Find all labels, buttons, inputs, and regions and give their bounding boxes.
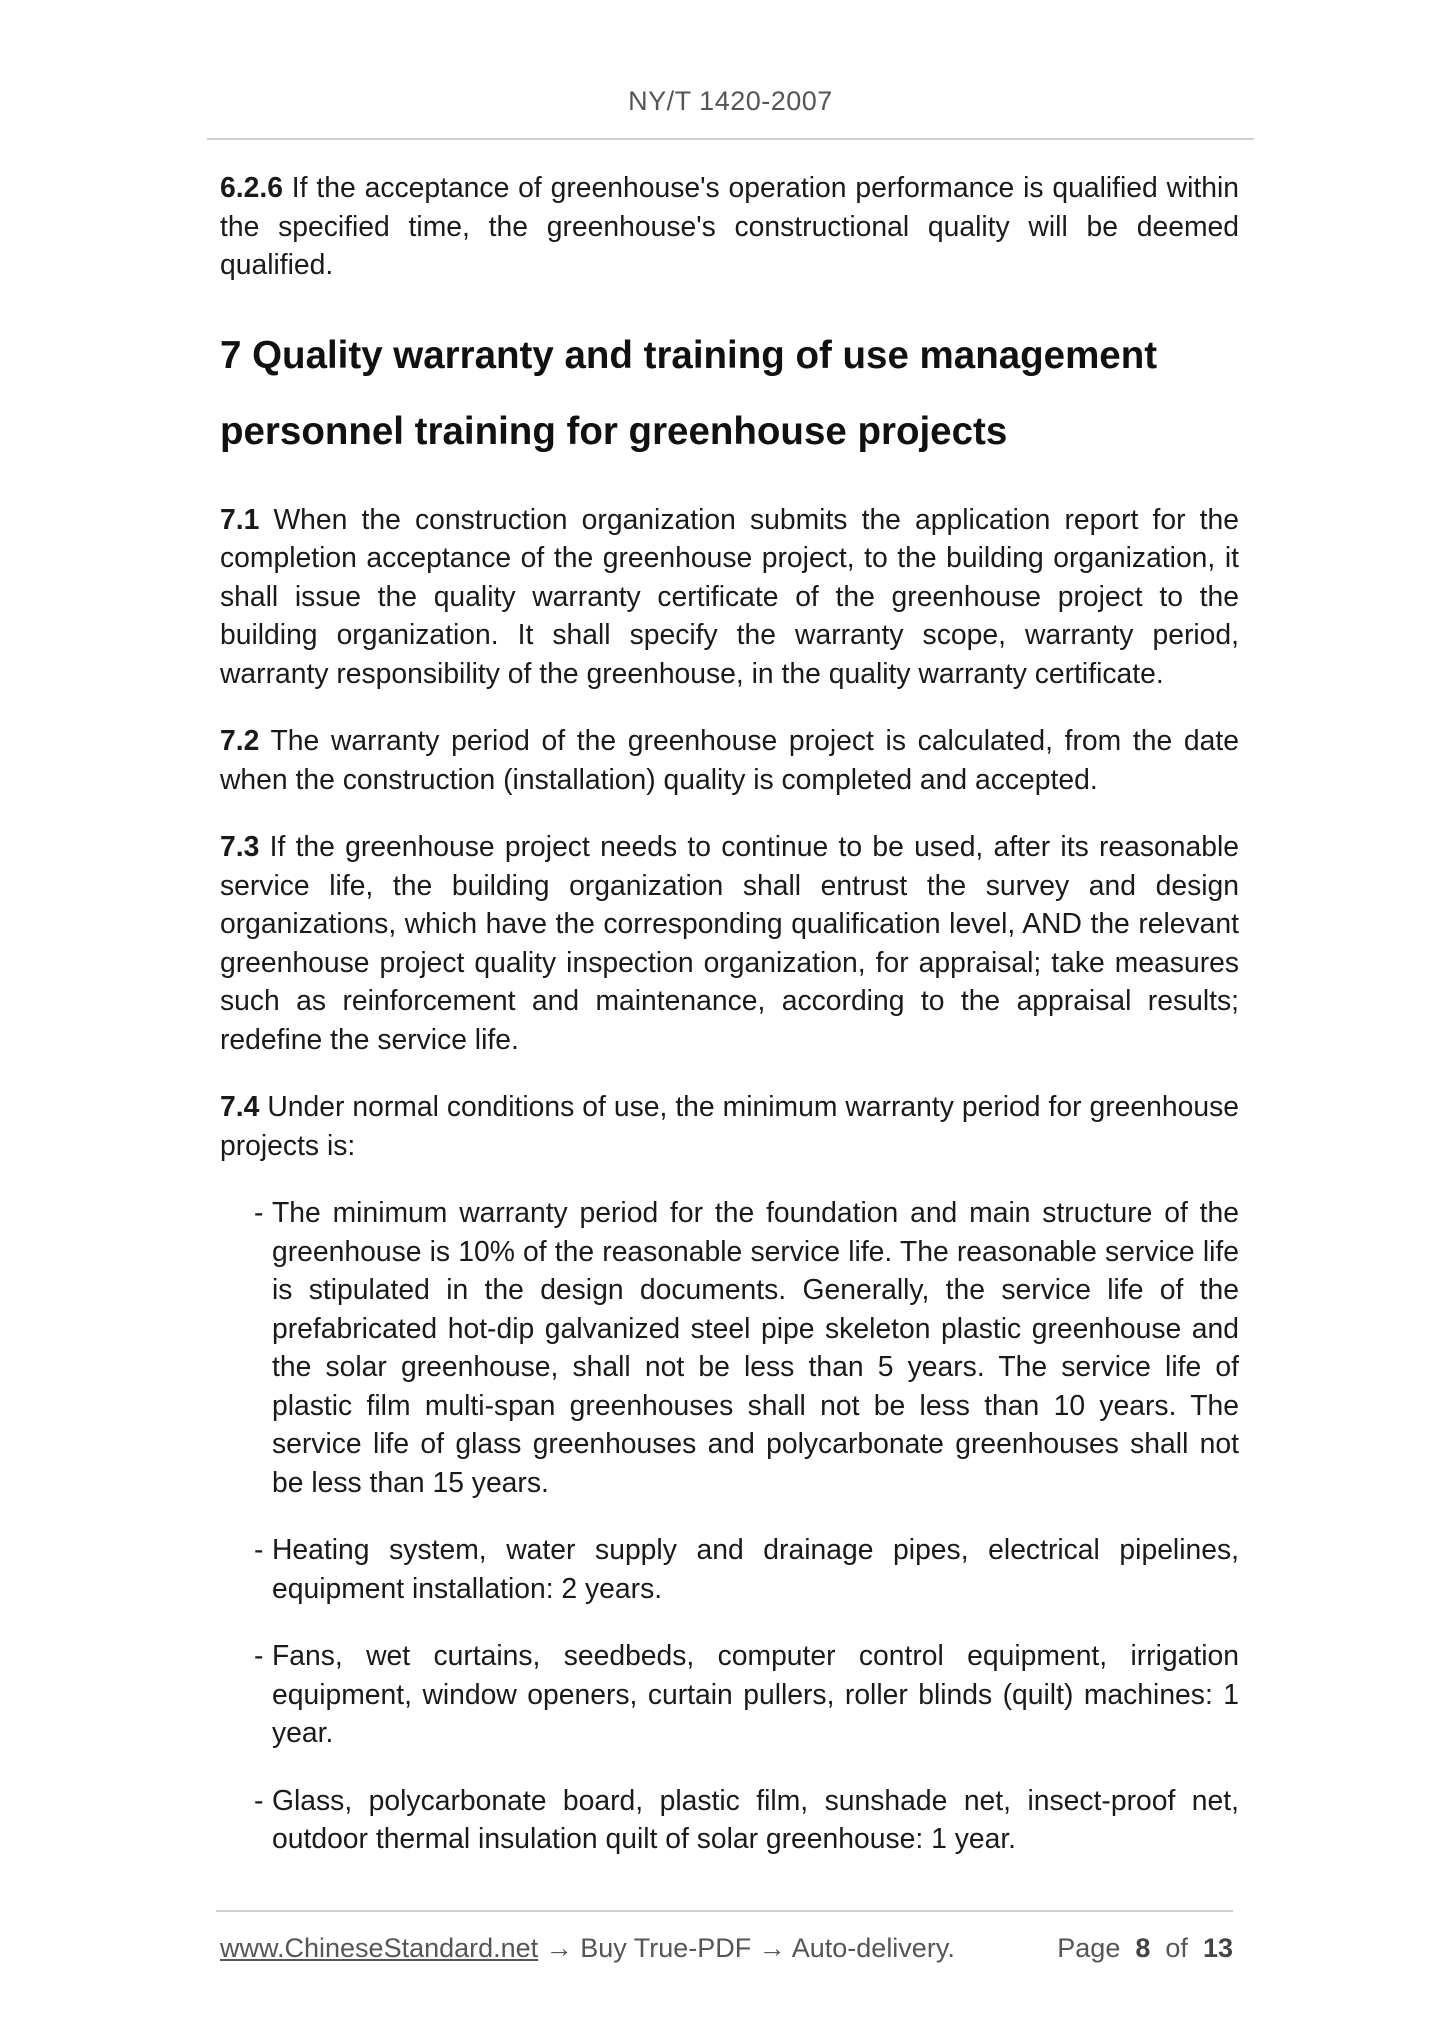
clause-number: 7.2 bbox=[220, 724, 260, 756]
clause-7-2 bbox=[220, 721, 1239, 798]
clause-text: If the acceptance of greenhouse's operation performance is qualified within the specified time, the greenhouse's constructional quality will be deemed qualified. bbox=[220, 171, 1239, 280]
bullet-dash: - bbox=[254, 1196, 264, 1228]
page-number bbox=[1057, 1933, 1233, 1964]
bullet-dash: - bbox=[254, 1783, 264, 1816]
section-7-heading bbox=[220, 318, 1239, 470]
footer-tagline: → Buy True-PDF → Auto-delivery. bbox=[538, 1933, 955, 1963]
clause-7-1 bbox=[220, 500, 1239, 693]
list-item bbox=[254, 1636, 1239, 1752]
page-total: 13 bbox=[1202, 1933, 1233, 1963]
list-item-text: The minimum warranty period for the foundation and main structure of the greenhouse is 10% of the reasonable service life. The reasonable service life is stipulated in the design documents. Generally, the service life of the prefabricated hot-dip galvanized steel pipe skeleton plastic greenhouse and the solar greenhouse, shall not be less than 5 years. The service life of plastic film multi-span greenhouses shall not be less than 10 years. The service life of glass greenhouses and polycarbonate greenhouses shall not be less than 15 years. bbox=[272, 1196, 1239, 1498]
page-current: 8 bbox=[1135, 1933, 1151, 1963]
list-item bbox=[254, 1530, 1239, 1607]
page-label: Page bbox=[1057, 1933, 1121, 1963]
footer-promo bbox=[220, 1933, 955, 1964]
clause-text: If the greenhouse project needs to continue to be used, after its reasonable service life, the building organization shall entrust the survey and design organizations, which have the corresponding qualification level, AND the relevant greenhouse project quality inspection organization, for appraisal; take measures such as reinforcement and maintenance, according to the appraisal results; redefine the service life. bbox=[220, 830, 1239, 1055]
list-item-text: Heating system, water supply and drainage pipes, electrical pipelines, equipment installation: 2 years. bbox=[272, 1533, 1239, 1604]
of-label: of bbox=[1165, 1933, 1188, 1963]
list-item bbox=[254, 1193, 1239, 1501]
clause-number: 7.1 bbox=[220, 502, 260, 535]
clause-6-2-6 bbox=[220, 168, 1239, 284]
clause-number: 6.2.6 bbox=[220, 171, 283, 203]
clause-text: When the construction organization submits the application report for the completion acceptance of the greenhouse project, to the building organization, it shall issue the quality warranty certificate of the greenhouse project to the building organization. It shall specify the warranty scope, warranty period, warranty responsibility of the greenhouse, in the quality warranty certificate. bbox=[220, 502, 1239, 689]
clause-text: The warranty period of the greenhouse project is calculated, from the date when the construction (installation) quality is completed and accepted. bbox=[220, 724, 1239, 795]
clause-text: Under normal conditions of use, the minimum warranty period for greenhouse projects is: bbox=[220, 1090, 1239, 1161]
list-item bbox=[254, 1781, 1239, 1858]
clause-7-3 bbox=[220, 827, 1239, 1058]
document-footer bbox=[220, 1933, 1233, 1964]
footer-divider bbox=[216, 1910, 1233, 1912]
heading-line-1: 7 Quality warranty and training of use management bbox=[220, 333, 1158, 377]
clause-number: 7.3 bbox=[220, 830, 260, 862]
bullet-dash: - bbox=[254, 1533, 264, 1565]
website-link[interactable]: www.ChineseStandard.net bbox=[220, 1933, 539, 1963]
list-item-text: Glass, polycarbonate board, plastic film, sunshade net, insect-proof net, outdoor thermal insulation quilt of solar greenhouse: 1 year. bbox=[272, 1783, 1239, 1854]
heading-line-2: personnel training for greenhouse projects bbox=[220, 409, 1008, 453]
header-divider bbox=[207, 138, 1254, 140]
document-body bbox=[220, 168, 1239, 1887]
list-item-text: Fans, wet curtains, seedbeds, computer control equipment, irrigation equipment, window openers, curtain pullers, roller blinds (quilt) machines: 1 year. bbox=[272, 1639, 1239, 1748]
bullet-dash: - bbox=[254, 1639, 264, 1671]
clause-number: 7.4 bbox=[220, 1090, 260, 1122]
clause-7-4 bbox=[220, 1087, 1239, 1164]
document-header: NY/T 1420-2007 bbox=[628, 86, 833, 116]
